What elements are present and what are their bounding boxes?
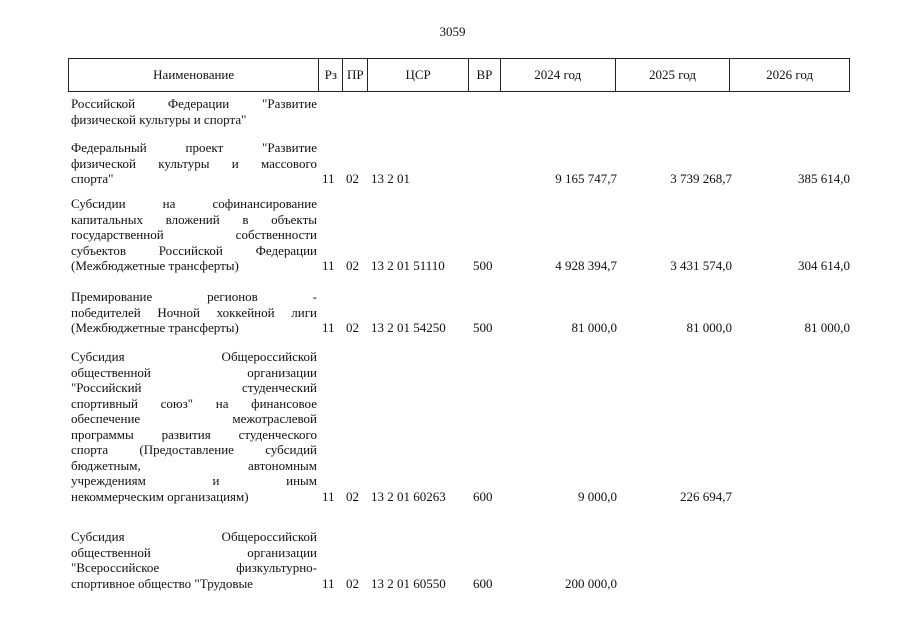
- table-row: [68, 349, 850, 504]
- cell-csr: 13 2 01 51110: [371, 258, 445, 273]
- row-name-line: программы развития студенческого: [71, 426, 317, 442]
- cell-y2024: 9 000,0: [578, 488, 617, 504]
- header-pr: ПР: [343, 59, 368, 91]
- row-name-line: общественной организации: [71, 544, 317, 560]
- table-row: [68, 289, 850, 336]
- cell-y2024: 4 928 394,7: [555, 258, 617, 273]
- cell-vr: 500: [473, 320, 493, 335]
- cell-vr: 500: [473, 258, 493, 273]
- row-name: [71, 289, 317, 336]
- page-number: 3059: [439, 24, 466, 39]
- cell-pr: 02: [346, 171, 359, 186]
- row-name-line: государственной собственности: [71, 227, 317, 242]
- cell-rz: 11: [322, 258, 335, 273]
- row-name-line: физической культуры и массового: [71, 155, 317, 171]
- cell-y2026: 385 614,0: [798, 171, 850, 186]
- row-name-line: Российской Федерации "Развитие: [71, 96, 317, 111]
- row-name-line: Субсидии на софинансирование: [71, 196, 317, 211]
- table-header: [68, 58, 850, 92]
- row-name-line: физической культуры и спорта": [71, 111, 247, 127]
- header-name: Наименование: [69, 59, 319, 91]
- cell-pr: 02: [346, 575, 359, 591]
- row-name-line: Федеральный проект "Развитие: [71, 140, 317, 155]
- cell-pr: 02: [346, 488, 359, 504]
- header-2025: 2025 год: [616, 59, 731, 91]
- row-name-line: (Межбюджетные трансферты): [71, 320, 239, 335]
- row-name-line: (Межбюджетные трансферты): [71, 258, 239, 273]
- header-vr: ВР: [469, 59, 501, 91]
- header-csr: ЦСР: [368, 59, 469, 91]
- row-name-line: спорта": [71, 171, 114, 186]
- row-name: [71, 140, 317, 187]
- cell-vr: 600: [473, 488, 493, 504]
- row-name-line: субъектов Российской Федерации: [71, 242, 317, 258]
- table-row: [68, 96, 850, 127]
- cell-csr: 13 2 01 54250: [371, 320, 446, 335]
- cell-y2025: 226 694,7: [680, 488, 732, 504]
- cell-vr: 600: [473, 575, 493, 591]
- row-name: [71, 349, 317, 504]
- cell-y2026: 81 000,0: [804, 320, 850, 335]
- cell-y2025: 3 739 268,7: [670, 171, 732, 186]
- row-name-line: победителей Ночной хоккейной лиги: [71, 304, 317, 320]
- row-name-line: Премирование регионов -: [71, 289, 317, 304]
- table-row: [68, 529, 850, 591]
- table-row: [68, 196, 850, 274]
- header-2026: 2026 год: [766, 67, 814, 82]
- cell-csr: 13 2 01 60550: [371, 575, 446, 591]
- row-name-line: спортивный союз" на финансовое: [71, 395, 317, 411]
- row-name-line: "Всероссийское физкультурно-: [71, 560, 317, 575]
- cell-pr: 02: [346, 320, 359, 335]
- cell-y2025: 3 431 574,0: [670, 258, 732, 273]
- row-name-line: общественной организации: [71, 364, 317, 380]
- cell-rz: 11: [322, 575, 335, 591]
- row-name-line: учреждениям и иным: [71, 473, 317, 488]
- header-2024: 2024 год: [501, 59, 616, 91]
- cell-y2025: 81 000,0: [686, 320, 732, 335]
- table-row: [68, 140, 850, 187]
- row-name-line: обеспечение межотраслевой: [71, 411, 317, 426]
- row-name-line: спорта (Предоставление субсидий: [71, 442, 317, 457]
- cell-y2026: 304 614,0: [798, 258, 850, 273]
- cell-csr: 13 2 01 60263: [371, 488, 446, 504]
- header-rz: Рз: [319, 59, 343, 91]
- cell-rz: 11: [322, 488, 335, 504]
- cell-rz: 11: [322, 171, 335, 186]
- row-name: [71, 96, 317, 127]
- cell-csr: 13 2 01: [371, 171, 410, 186]
- cell-y2024: 200 000,0: [565, 575, 617, 591]
- cell-pr: 02: [346, 258, 359, 273]
- cell-y2024: 9 165 747,7: [555, 171, 617, 186]
- row-name-line: "Российский студенческий: [71, 380, 317, 395]
- row-name-line: капитальных вложений в объекты: [71, 211, 317, 227]
- row-name: [71, 529, 317, 591]
- row-name-line: некоммерческим организациям): [71, 488, 249, 504]
- row-name-line: Субсидия Общероссийской: [71, 349, 317, 364]
- row-name: [71, 196, 317, 274]
- row-name-line: спортивное общество "Трудовые: [71, 575, 253, 591]
- cell-y2024: 81 000,0: [571, 320, 617, 335]
- row-name-line: бюджетным, автономным: [71, 457, 317, 473]
- cell-rz: 11: [322, 320, 335, 335]
- row-name-line: Субсидия Общероссийской: [71, 529, 317, 544]
